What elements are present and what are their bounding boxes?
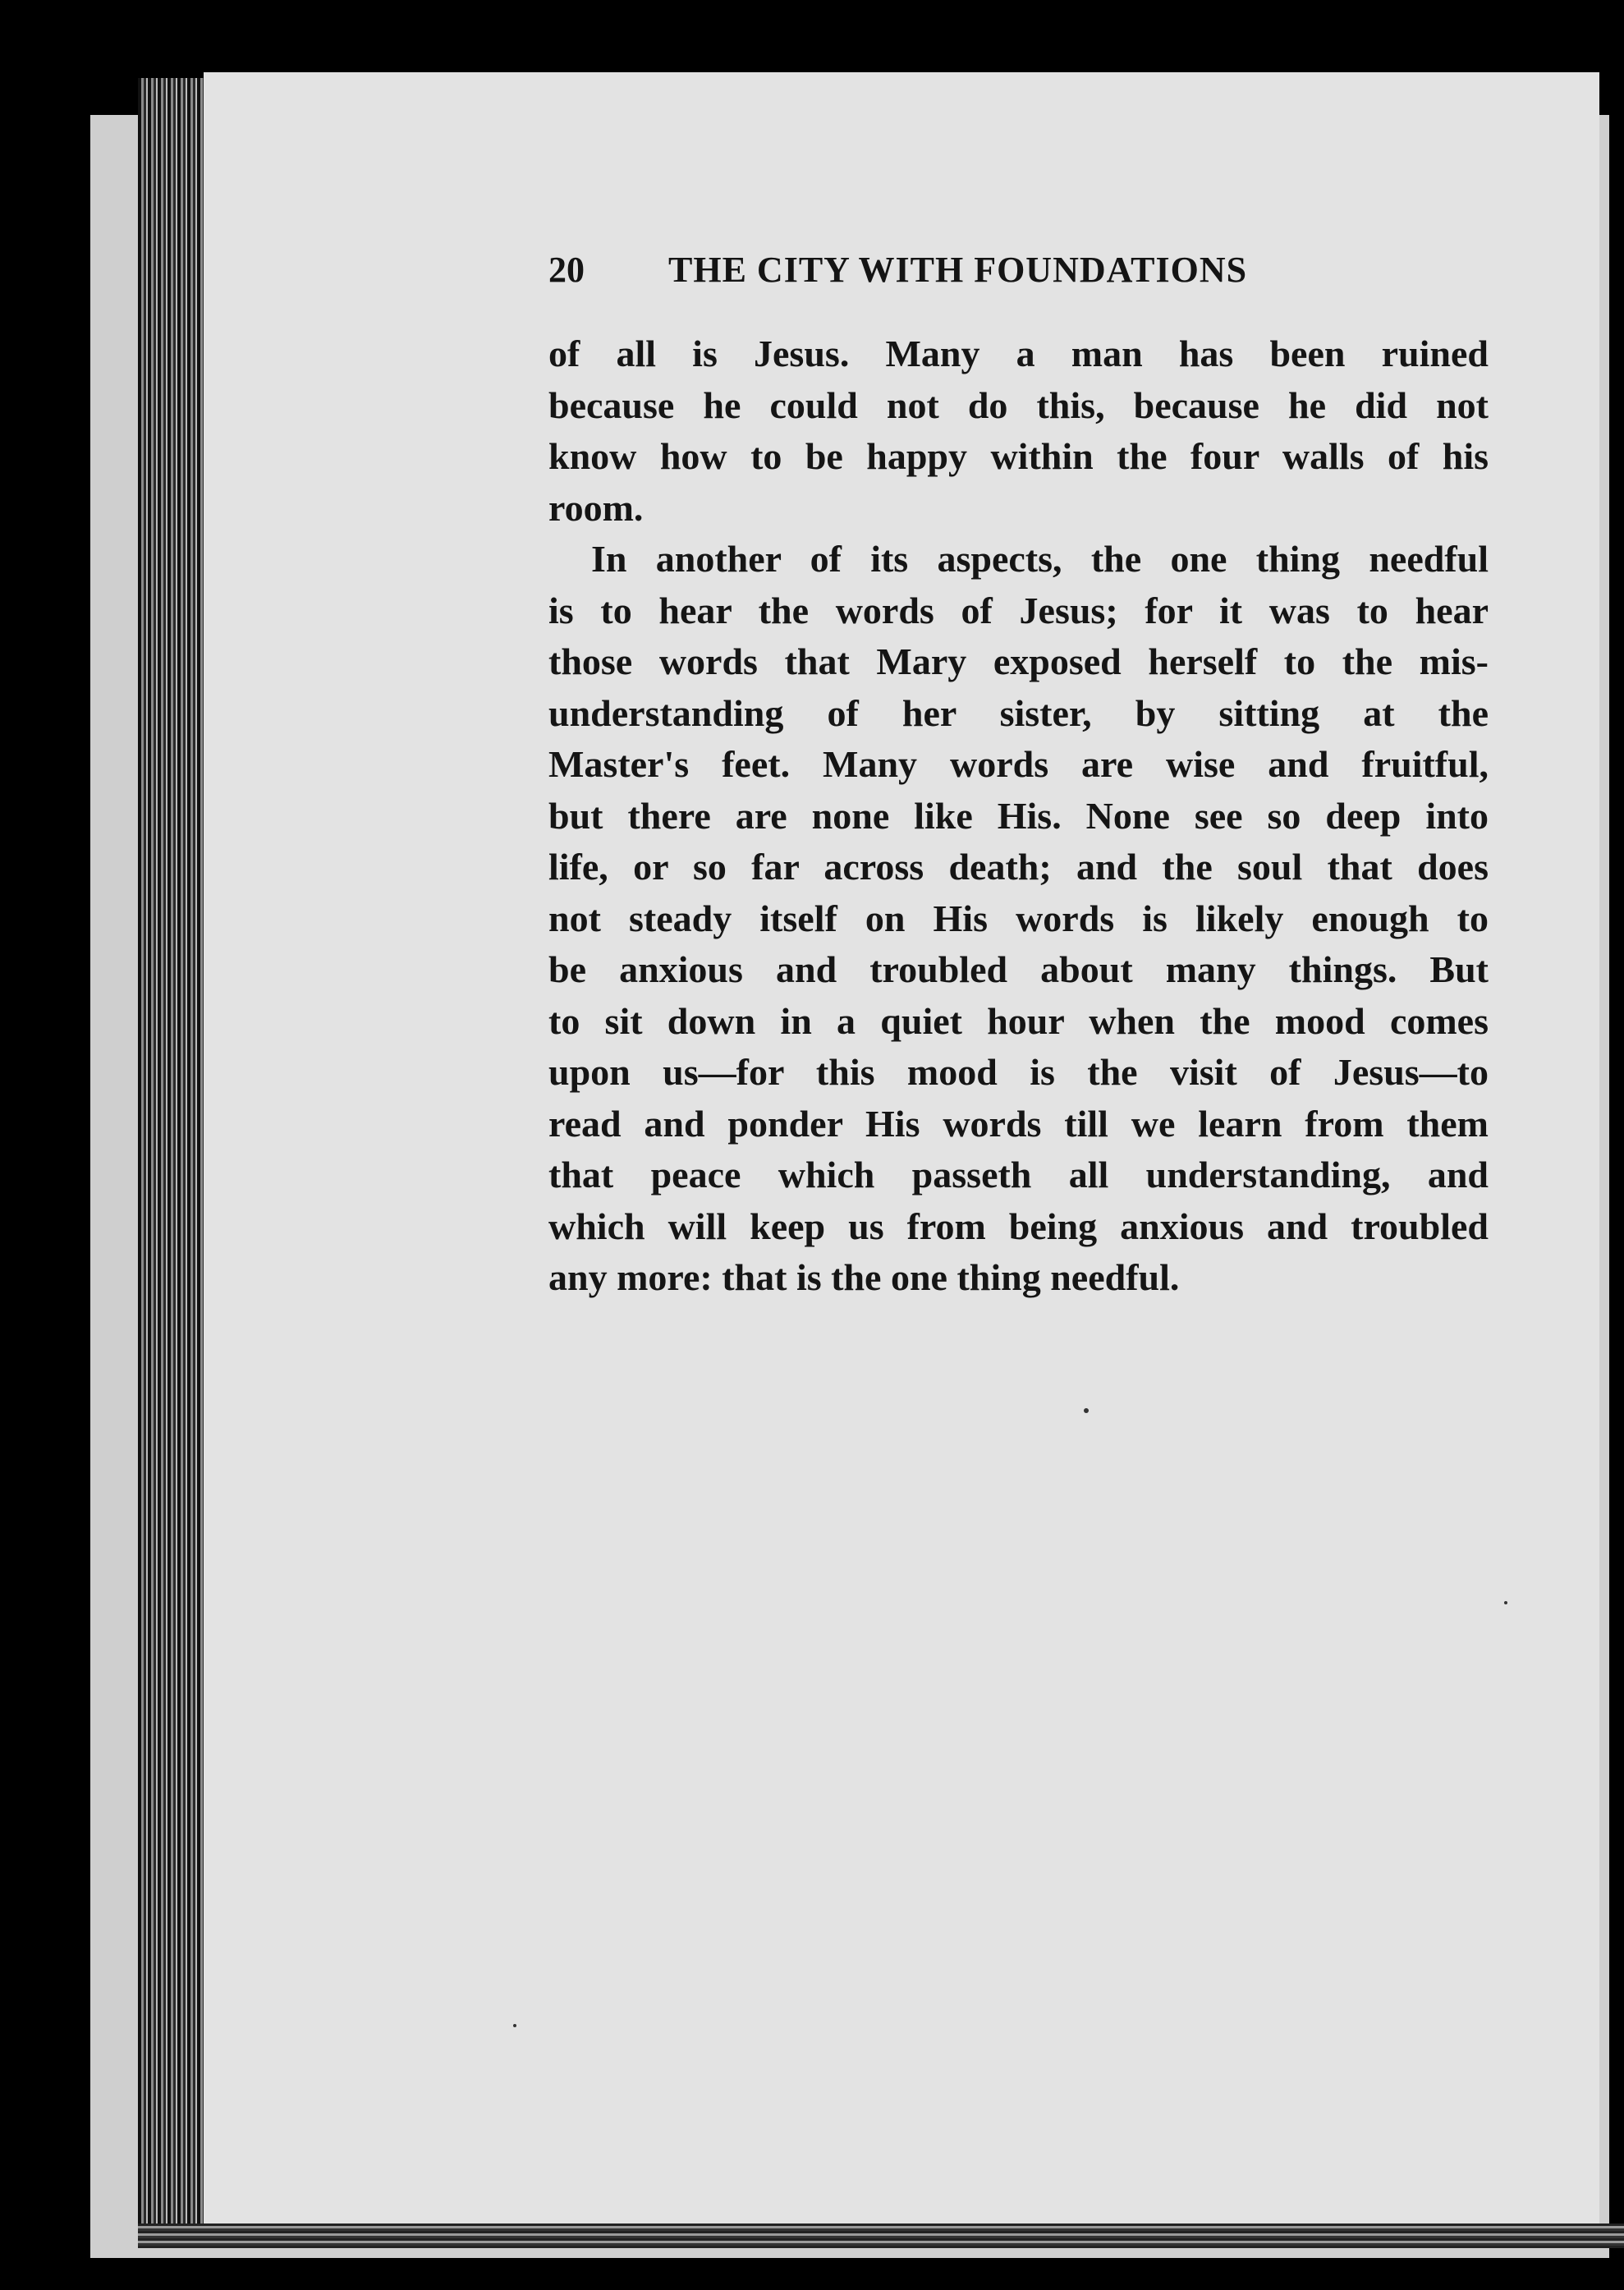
running-header (548, 249, 1374, 298)
text-line: those words that Mary exposed herself to the mis- (548, 640, 1489, 682)
text-line: is to hear the words of Jesus; for it was to hear (548, 589, 1489, 631)
text-line: know how to be happy within the four walls of his (548, 435, 1489, 477)
text-line: which will keep us from being anxious and troubled (548, 1205, 1489, 1247)
page-edges-left (138, 78, 204, 2246)
text-line: In another of its aspects, the one thing needful (591, 538, 1489, 580)
body-text (548, 328, 1489, 1304)
text-line: be anxious and troubled about many things. But (548, 948, 1489, 990)
text-line: room. (548, 486, 644, 529)
text-line: read and ponder His words till we learn from them (548, 1102, 1489, 1145)
page-edges-bottom (138, 2223, 1624, 2248)
text-line: but there are none like His. None see so deep into (548, 794, 1489, 837)
paper-speck (1504, 1601, 1507, 1604)
text-line: that peace which passeth all understanding, and (548, 1154, 1489, 1195)
text-line: understanding of her sister, by sitting at the (548, 691, 1489, 734)
text-line: not steady itself on His words is likely enough to (548, 897, 1489, 939)
text-line: of all is Jesus. Many a man has been ruined (548, 333, 1489, 374)
text-line: because he could not do this, because he did not (548, 383, 1489, 426)
running-title: THE CITY WITH FOUNDATIONS (668, 250, 1248, 290)
text-line: life, or so far across death; and the soul that does (548, 846, 1489, 888)
paper-speck (1084, 1408, 1089, 1413)
text-line: upon us—for this mood is the visit of Jesus—to (548, 1051, 1489, 1093)
text-line: any more: that is the one thing needful. (548, 1256, 1180, 1298)
paper-speck (513, 2024, 516, 2027)
text-line: Master's feet. Many words are wise and fruitful, (548, 743, 1489, 785)
page-number: 20 (548, 250, 585, 290)
text-line: to sit down in a quiet hour when the mood comes (548, 999, 1489, 1042)
